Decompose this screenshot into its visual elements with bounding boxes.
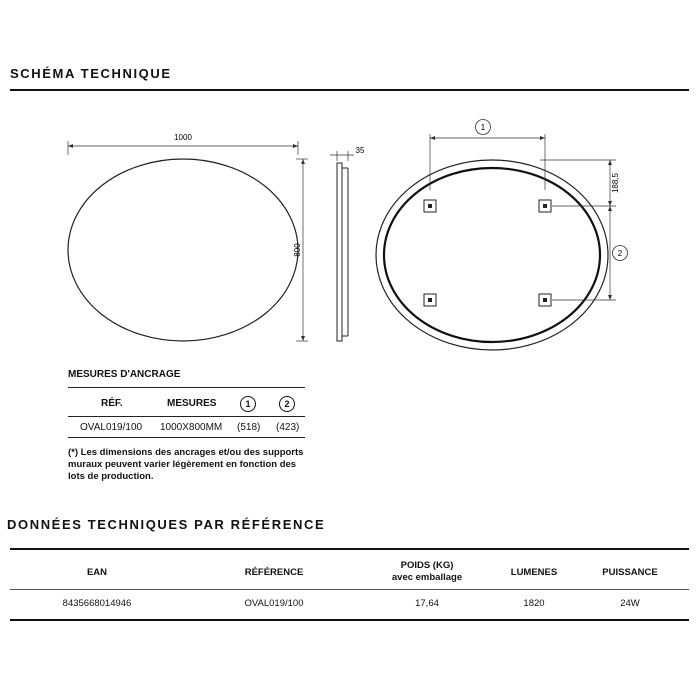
anchorage-title: MESURES D'ANCRAGE [68,369,181,380]
tech-rule-mid [10,589,689,590]
anchorage-header-mesures: MESURES [167,398,217,409]
tech-row-puissance: 24W [620,598,640,609]
tech-header-poids: POIDS (KG) [400,560,454,571]
tech-header-poids-sub: avec emballage [391,572,463,583]
anchorage-rule-mid [68,416,305,417]
anchor-bracket-top-left [424,200,436,212]
anchor-bracket-top-right [539,200,551,212]
tech-header-reference: RÉFÉRENCE [244,567,304,578]
tech-row-ean: 8435668014946 [62,598,132,609]
back-view-outer [376,160,608,350]
anchorage-row-mesures: 1000X800MM [160,422,223,433]
anchor-bracket-bottom-left [424,294,436,306]
anchorage-header-ref: RÉF. [101,398,123,409]
anchorage-rule-top [68,387,305,388]
anchor-bracket-bottom-right [539,294,551,306]
tech-row-poids: 17,64 [415,598,439,609]
anchorage-row-ref: OVAL019/100 [80,422,143,433]
height-dim-label: 800 [293,243,302,257]
anchorage-note: (*) Les dimensions des ancrages et/ou des supports muraux peuvent varier légèrement en fonction des lots de production. [68,447,304,482]
tech-row-lumenes: 1820 [523,598,545,609]
tech-header-ean: EAN [86,567,108,578]
anchorage-row-v1: (518) [237,422,261,433]
anchorage-row-v2: (423) [276,422,300,433]
marker-2-label: 2 [617,249,623,258]
marker-1-label: 1 [480,123,486,132]
top-offset-dim-label: 188,5 [611,172,620,194]
tech-header-lumenes: LUMENES [510,567,558,578]
depth-dim-label: 35 [355,146,365,155]
anchorage-header-circle-2: 2 [279,396,295,412]
tech-title: DONNÉES TECHNIQUES PAR RÉFÉRENCE [7,517,326,532]
back-view-inner [384,168,600,342]
anchorage-rule-bottom [68,437,305,438]
tech-header-puissance: PUISSANCE [602,567,658,578]
width-dim-label: 1000 [174,133,192,142]
front-view-oval [68,159,298,341]
tech-row-reference: OVAL019/100 [244,598,304,609]
side-view [337,163,342,341]
tech-rule-top [10,548,689,550]
tech-rule-bottom [10,619,689,621]
schema-title: SCHÉMA TECHNIQUE [10,66,172,81]
anchorage-header-circle-1: 1 [240,396,256,412]
